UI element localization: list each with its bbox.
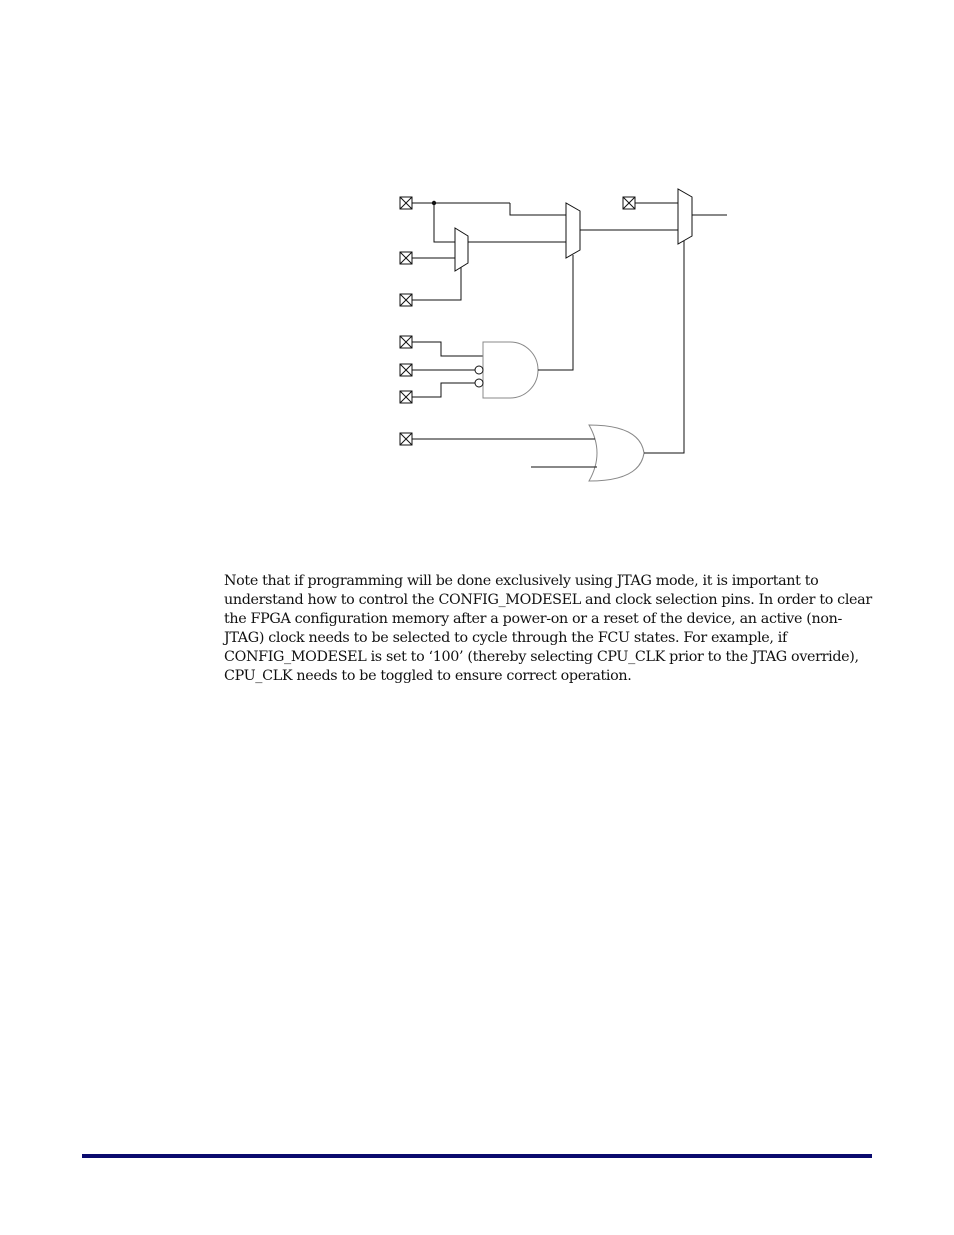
wire-and-out [538, 255, 573, 370]
junction-dot-icon [432, 201, 436, 205]
input-pin-2-icon [400, 252, 412, 264]
input-pin-3-icon [400, 294, 412, 306]
wire-pin-6 [412, 383, 475, 397]
input-pin-1-icon [400, 197, 412, 209]
footer-rule [82, 1154, 872, 1158]
inverter-bubble-1-icon [475, 366, 483, 374]
wire-pin-1 [412, 203, 566, 242]
jtag-note-paragraph [224, 572, 884, 686]
paragraph-line: understand how to control the CONFIG_MODESEL and clock selection pins. In order to clear [224, 592, 872, 608]
or-gate-icon [589, 425, 644, 481]
wire-or-out [644, 241, 684, 453]
circuit-schematic [0, 0, 954, 520]
wire-pin-4 [412, 342, 483, 356]
clock-selection-logic-diagram [0, 0, 954, 520]
input-pin-5-icon [400, 364, 412, 376]
input-pin-6-icon [400, 391, 412, 403]
input-pin-4-icon [400, 336, 412, 348]
mux-1-icon [455, 228, 468, 271]
wire-pin-3-select [412, 267, 461, 300]
mux-3-icon [678, 189, 692, 244]
paragraph-line: JTAG) clock needs to be selected to cycle through the FCU states. For example, if [224, 630, 787, 646]
inverter-bubble-2-icon [475, 379, 483, 387]
and-gate-icon [483, 342, 538, 398]
mux-2-icon [566, 203, 580, 258]
paragraph-line: the FPGA configuration memory after a power-on or a reset of the device, an active (non- [224, 611, 842, 627]
jtag-pin-icon [623, 197, 635, 209]
paragraph-line: Note that if programming will be done exclusively using JTAG mode, it is important to [224, 573, 819, 589]
paragraph-line: CONFIG_MODESEL is set to ‘100’ (thereby selecting CPU_CLK prior to the JTAG override), [224, 649, 859, 665]
input-pin-7-icon [400, 433, 412, 445]
paragraph-line: CPU_CLK needs to be toggled to ensure correct operation. [224, 668, 632, 684]
